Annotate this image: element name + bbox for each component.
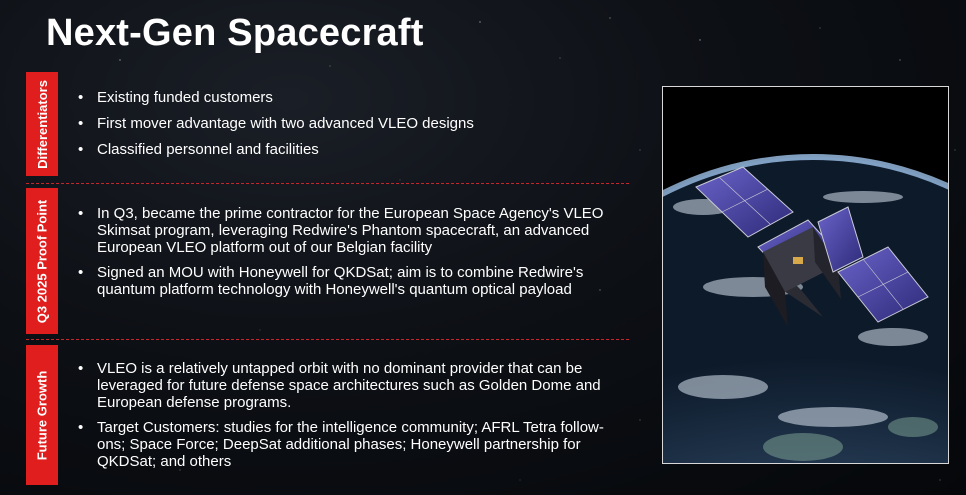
section-future-growth: [26, 345, 626, 485]
bullet-item: • First mover advantage with two advanced VLEO designs: [78, 115, 628, 132]
section-tab: [26, 345, 58, 485]
section-tab: [26, 188, 58, 334]
section-tab-label: Q3 2025 Proof Point: [34, 199, 50, 323]
section-differentiators: [26, 72, 626, 176]
bullet-item: • Target Customers: studies for the intelligence community; AFRL Tetra follow-ons; Space Force; DeepSat additional phases; Honeywell partnership for QKDSat; and others: [78, 419, 628, 470]
section-divider: [26, 183, 629, 184]
bullet-list: [78, 205, 628, 306]
bullet-list: [78, 360, 628, 478]
section-tab-label: Differentiators: [34, 79, 50, 169]
satellite-image: [662, 86, 949, 464]
slide-title: Next-Gen Spacecraft: [46, 12, 424, 54]
bullet-item: • Existing funded customers: [78, 89, 628, 106]
section-divider: [26, 339, 629, 340]
bullet-list: [78, 89, 628, 167]
section-proof-point: [26, 188, 626, 334]
section-tab: [26, 72, 58, 176]
bullet-item: • VLEO is a relatively untapped orbit with no dominant provider that can be leveraged for future defense space architectures such as Golden Dome and European defense programs.: [78, 360, 628, 411]
satellite-over-earth-icon: [663, 87, 948, 463]
section-tab-label: Future Growth: [34, 370, 50, 460]
bullet-item: • In Q3, became the prime contractor for the European Space Agency's VLEO Skimsat program, leveraging Redwire's Phantom spacecraft, an advanced European VLEO platform out of our Belgian facility: [78, 205, 628, 256]
bullet-item: • Classified personnel and facilities: [78, 141, 628, 158]
bullet-item: • Signed an MOU with Honeywell for QKDSat; aim is to combine Redwire's quantum platform technology with Honeywell's quantum optical payload: [78, 264, 628, 298]
